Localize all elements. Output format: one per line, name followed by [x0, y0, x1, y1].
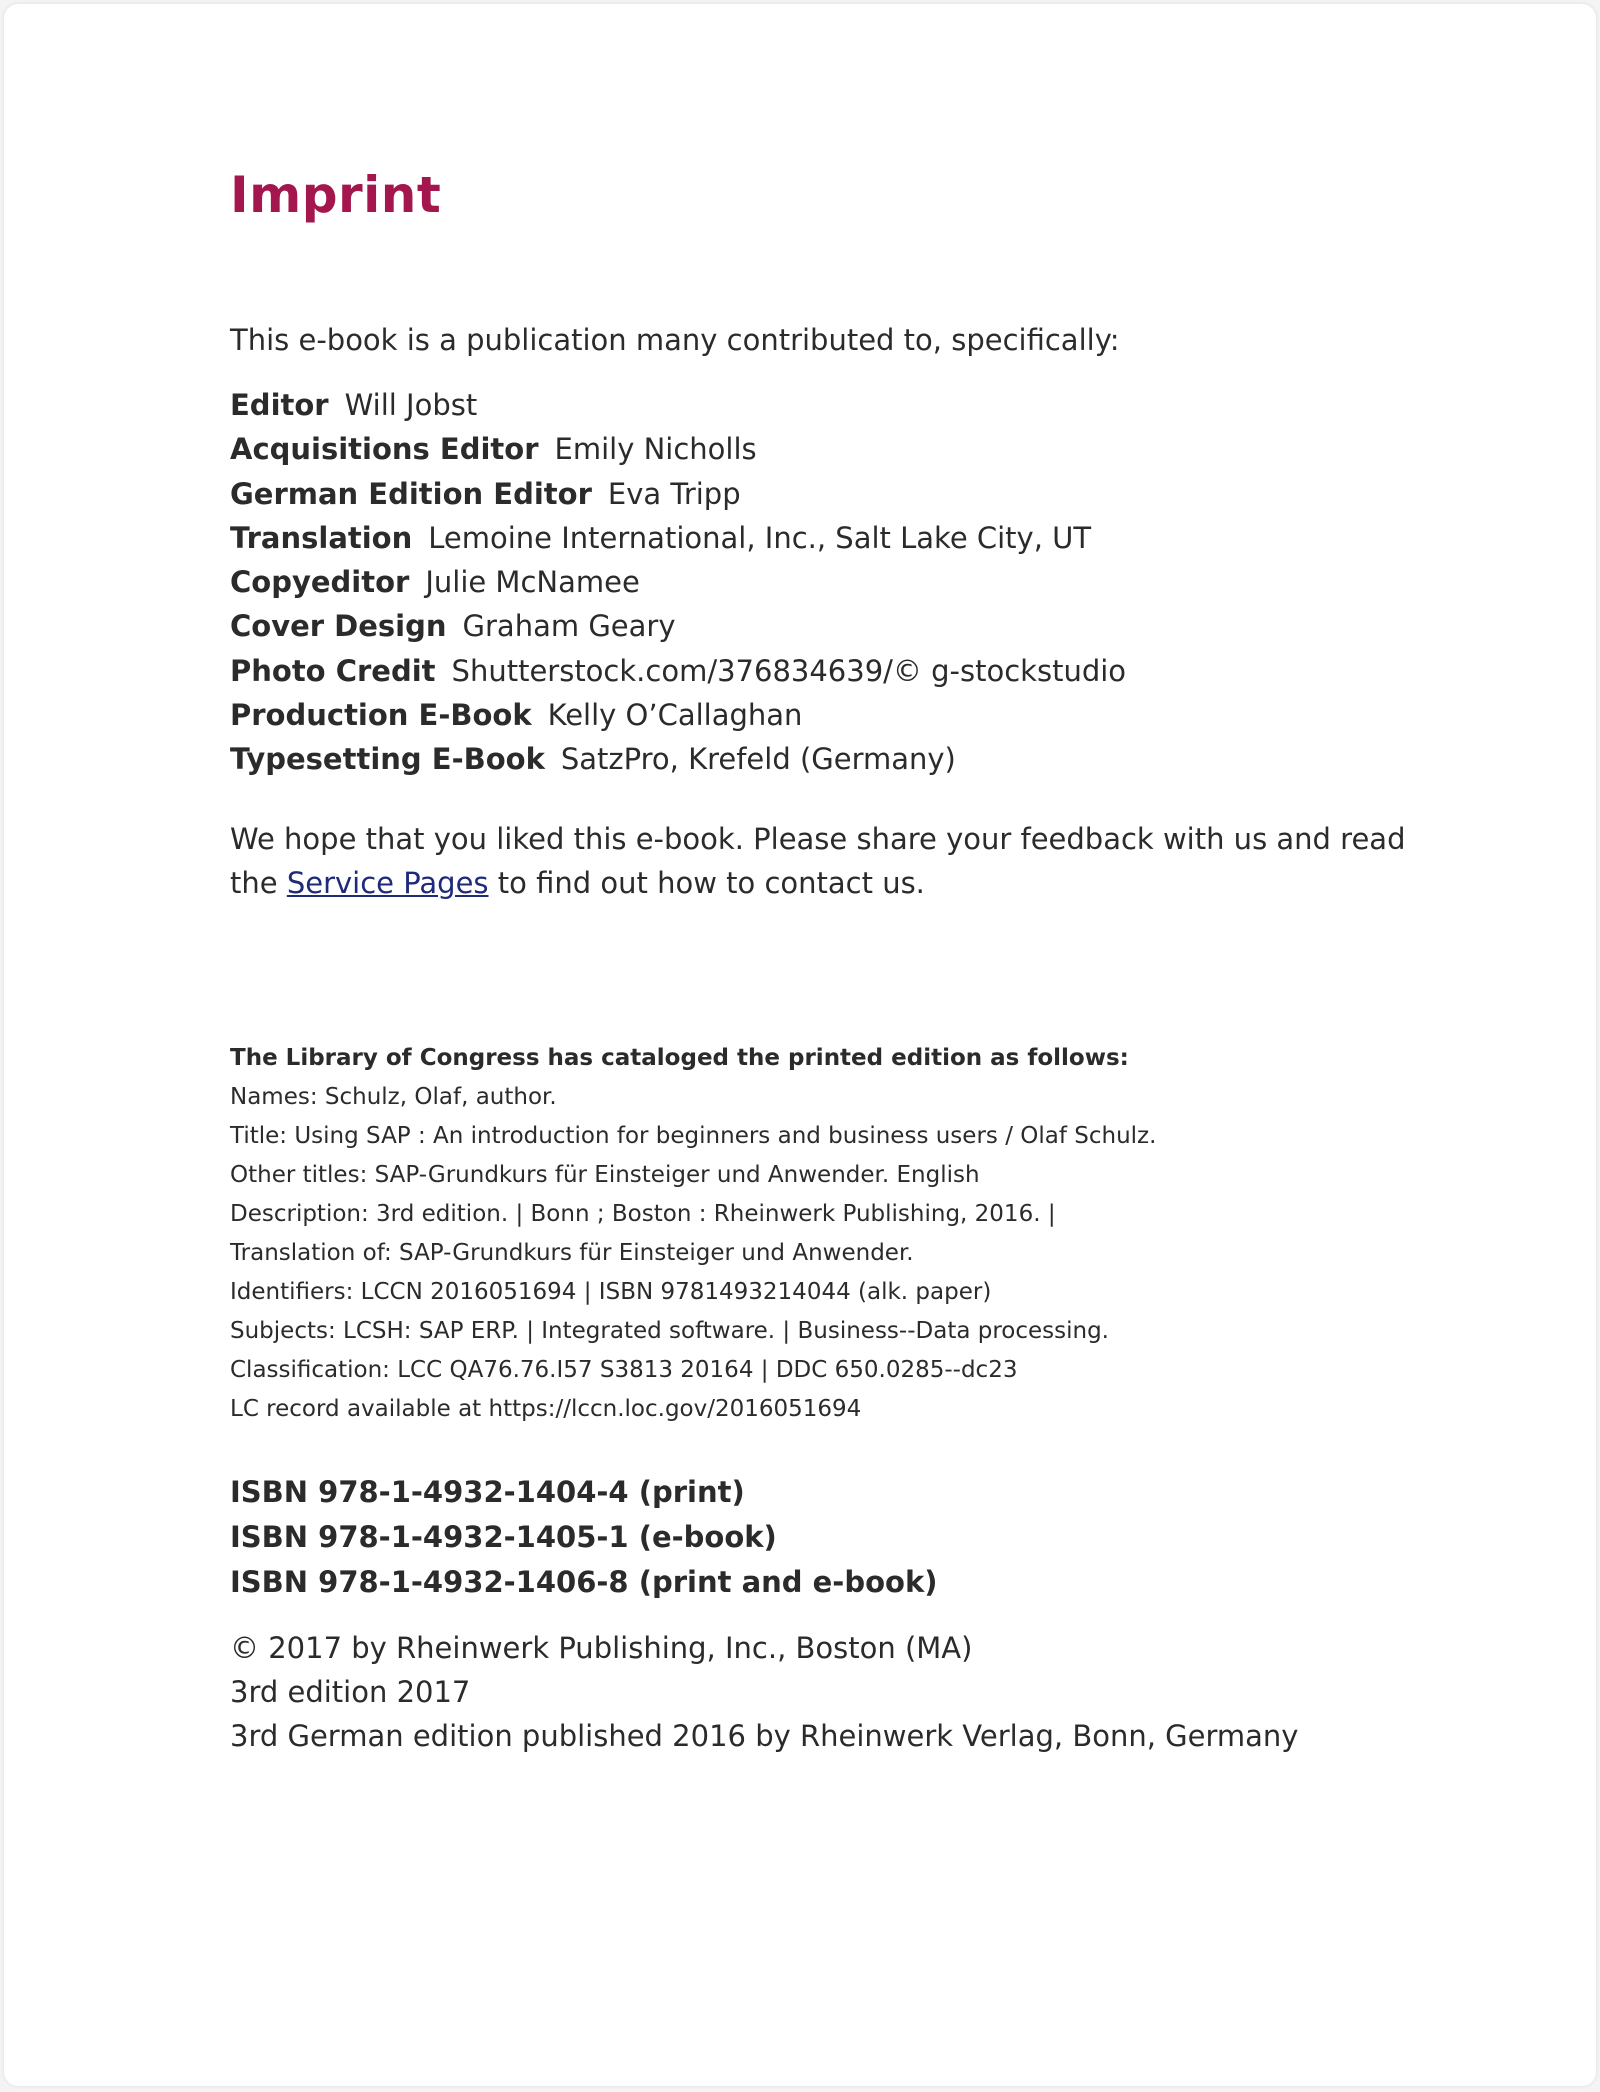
imprint-page	[4, 4, 1596, 2086]
credit-name: Eva Tripp	[607, 476, 741, 511]
credit-role: Copyeditor	[230, 565, 410, 600]
copyright-line: © 2017 by Rheinwerk Publishing, Inc., Boston (MA)	[230, 1631, 973, 1665]
page-title: Imprint	[230, 166, 442, 224]
german-edition-line: 3rd German edition published 2016 by Rheinwerk Verlag, Bonn, Germany	[230, 1719, 1299, 1753]
credit-name: Will Jobst	[344, 388, 478, 422]
credit-role: Acquisitions Editor	[230, 432, 539, 467]
credit-row	[230, 516, 1126, 560]
library-of-congress-block	[230, 1039, 1156, 1429]
feedback-text-after: to find out how to contact us.	[488, 866, 925, 900]
isbn-print-and-ebook: ISBN 978-1-4932-1406-8 (print and e-book)	[230, 1565, 938, 1599]
credit-name: Julie McNamee	[425, 565, 640, 600]
credit-role: Typesetting E-Book	[230, 742, 545, 777]
feedback-paragraph	[230, 817, 1430, 905]
credit-name: Kelly O’Callaghan	[547, 698, 803, 733]
credit-row	[230, 737, 1126, 781]
credit-row	[230, 604, 1126, 648]
loc-line: Names: Schulz, Olaf, author.	[230, 1084, 557, 1110]
credit-name: Lemoine International, Inc., Salt Lake City, UT	[428, 520, 1092, 555]
credit-role: Cover Design	[230, 609, 447, 644]
loc-line: Subjects: LCSH: SAP ERP. | Integrated software. | Business--Data processing.	[230, 1318, 1109, 1344]
credit-row	[230, 472, 1126, 516]
credit-role: Photo Credit	[230, 653, 436, 688]
credit-role: German Edition Editor	[230, 476, 592, 511]
feedback-text-before: We hope that you liked this e-book. Please share your feedback with us and read the	[230, 822, 1406, 900]
loc-line: Description: 3rd edition. | Bonn ; Boston : Rheinwerk Publishing, 2016. |	[230, 1201, 1056, 1227]
credit-row	[230, 560, 1126, 604]
credit-name: SatzPro, Krefeld (Germany)	[560, 742, 956, 777]
intro-text: This e-book is a publication many contributed to, specifically:	[230, 323, 1120, 357]
credit-name: Graham Geary	[462, 609, 676, 644]
loc-line: LC record available at https://lccn.loc.gov/2016051694	[230, 1396, 862, 1422]
credit-role: Editor	[230, 388, 329, 422]
loc-line: Title: Using SAP : An introduction for beginners and business users / Olaf Schulz.	[230, 1123, 1157, 1149]
loc-line: Classification: LCC QA76.76.I57 S3813 20164 | DDC 650.0285--dc23	[230, 1357, 1018, 1383]
loc-line: Translation of: SAP-Grundkurs für Einsteiger und Anwender.	[230, 1240, 914, 1266]
loc-line: Other titles: SAP-Grundkurs für Einsteiger und Anwender. English	[230, 1162, 980, 1188]
credit-name: Emily Nicholls	[554, 432, 757, 467]
credit-role: Production E-Book	[230, 698, 532, 733]
credit-row	[230, 383, 1126, 427]
copyright-block	[230, 1626, 1298, 1758]
credit-row	[230, 427, 1126, 471]
credit-row	[230, 649, 1126, 693]
isbn-print: ISBN 978-1-4932-1404-4 (print)	[230, 1475, 745, 1509]
credit-role: Translation	[230, 520, 413, 555]
edition-line: 3rd edition 2017	[230, 1675, 471, 1709]
isbn-list	[230, 1470, 937, 1605]
credit-row	[230, 693, 1126, 737]
loc-heading: The Library of Congress has cataloged the printed edition as follows:	[230, 1045, 1129, 1071]
service-pages-link[interactable]: Service Pages	[286, 866, 489, 900]
credits-list	[230, 383, 1126, 782]
isbn-ebook: ISBN 978-1-4932-1405-1 (e-book)	[230, 1520, 777, 1554]
credit-name: Shutterstock.com/376834639/© g-stockstudio	[451, 653, 1127, 688]
loc-line: Identifiers: LCCN 2016051694 | ISBN 9781493214044 (alk. paper)	[230, 1279, 992, 1305]
